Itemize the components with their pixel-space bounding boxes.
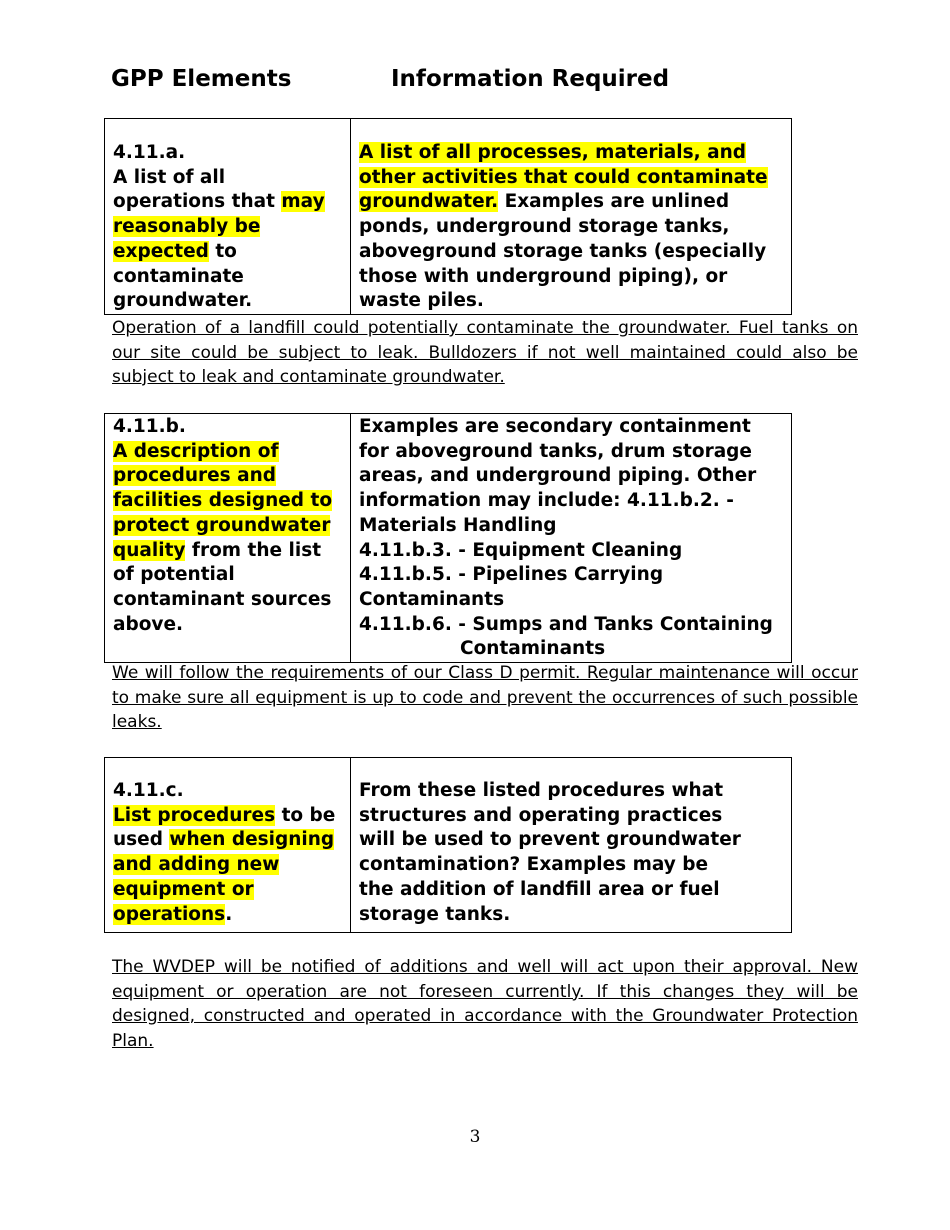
highlight: A description of procedures and facilities designed to protect groundwater quality xyxy=(113,440,333,561)
info-line: contamination? Examples may be xyxy=(359,854,709,876)
response-4-11-a: Operation of a landfill could potentially contaminate the groundwater. Fuel tanks on our site could be subject to leak. Bulldozers if not well maintained could also be subject to leak and contaminate groundwater. xyxy=(112,318,858,387)
info-line: 4.11.b.3. - Equipment Cleaning xyxy=(359,539,683,561)
info-cell-4-11-b xyxy=(351,414,792,663)
info-line: for aboveground tanks, drum storage xyxy=(359,440,752,462)
element-text: A description of procedures and facilities designed to protect groundwater quality from the list of potential contaminant sources above. xyxy=(113,440,333,635)
element-cell-4-11-c xyxy=(105,758,351,933)
element-cell-4-11-a xyxy=(105,119,351,315)
info-cell-4-11-a xyxy=(351,119,792,315)
info-line: structures and operating practices xyxy=(359,804,723,826)
info-line: 4.11.b.5. - Pipelines Carrying Contaminants xyxy=(359,564,664,610)
info-line: 4.11.b.6. - Sumps and Tanks Containing xyxy=(359,613,773,635)
highlight: List procedures xyxy=(113,804,276,826)
element-text: A list of all operations that may reasonably be expected to contaminate groundwater. xyxy=(113,166,325,312)
table-4-11-b xyxy=(104,413,792,663)
element-cell-4-11-b xyxy=(105,414,351,663)
highlight: may reasonably be expected xyxy=(113,191,325,262)
response-4-11-b: We will follow the requirements of our Class D permit. Regular maintenance will occur to make sure all equipment is up to code and prevent the occurrences of such possible leaks. xyxy=(112,663,858,732)
table-row xyxy=(105,119,792,315)
info-line: will be used to prevent groundwater xyxy=(359,829,741,851)
info-line: the addition of landfill area or fuel xyxy=(359,878,720,900)
section-code: 4.11.c. xyxy=(113,780,184,801)
info-line: information may include: 4.11.b.2. - xyxy=(359,490,734,512)
table-4-11-c xyxy=(104,757,792,933)
section-code: 4.11.a. xyxy=(113,142,186,163)
info-line: Examples are secondary containment xyxy=(359,416,751,437)
header-gpp-elements: GPP Elements xyxy=(111,66,292,92)
response-4-11-c: The WVDEP will be notified of additions and well will act upon their approval. New equipment or operation are not foreseen currently. If this changes they will be designed, constructed and operated in accordance with the Groundwater Protection Plan. xyxy=(112,957,858,1051)
info-line: From these listed procedures what xyxy=(359,780,724,801)
info-line: areas, and underground piping. Other xyxy=(359,465,757,487)
highlight: A list of all processes, materials, and other activities that could contaminate groundwater. xyxy=(359,142,768,213)
table-row xyxy=(105,414,792,663)
section-code: 4.11.b. xyxy=(113,416,186,437)
table-4-11-a xyxy=(104,118,792,315)
info-line: Contaminants xyxy=(460,638,606,660)
highlight: when designing and adding new equipment or operations xyxy=(113,829,335,925)
info-text: Examples are unlined ponds, underground storage tanks, aboveground storage tanks (especially those with underground piping), or waste piles. xyxy=(359,191,767,312)
info-line: Materials Handling xyxy=(359,514,557,536)
info-cell-4-11-c xyxy=(351,758,792,933)
table-row xyxy=(105,758,792,933)
header-information-required: Information Required xyxy=(391,66,670,92)
page-number: 3 xyxy=(469,1127,481,1147)
info-line: storage tanks. xyxy=(359,903,511,925)
element-text: List procedures to be used when designing and adding new equipment or operations. xyxy=(113,804,336,925)
